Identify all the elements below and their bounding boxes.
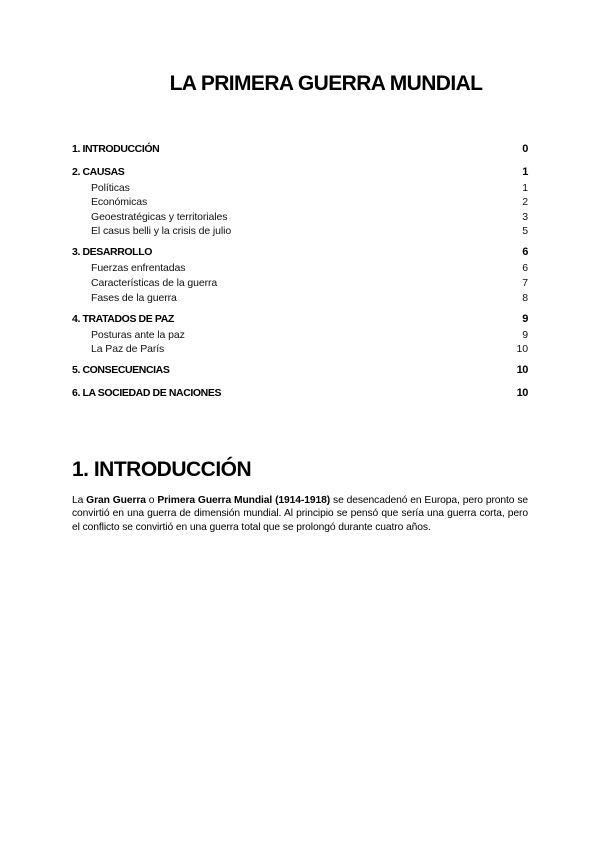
toc-subentry[interactable] <box>72 262 528 277</box>
toc-entry-page: 10 <box>516 364 528 377</box>
toc-subentry-label: Fases de la guerra <box>91 291 177 304</box>
toc-entry-label: 4. TRATADOS DE PAZ <box>72 312 174 325</box>
toc-entry-page: 6 <box>522 246 528 259</box>
toc-entry-causas[interactable] <box>72 166 528 182</box>
toc-section <box>72 387 528 403</box>
toc-subentry-label: El casus belli y la crisis de julio <box>91 225 232 238</box>
toc-entry-label: 2. CAUSAS <box>72 165 125 178</box>
intro-bold-term: Gran Guerra <box>86 495 146 506</box>
toc-entry-page: 9 <box>522 312 528 325</box>
toc-subentry-page: 3 <box>522 210 528 223</box>
toc-subentry-label: Geoestratégicas y territoriales <box>91 210 228 223</box>
toc-entry-desarrollo[interactable] <box>72 246 528 262</box>
toc-entry-sociedad-de-naciones[interactable] <box>72 387 528 403</box>
toc-subentry[interactable] <box>72 182 528 197</box>
toc-entry-tratados-de-paz[interactable] <box>72 313 528 329</box>
toc-subentry-label: La Paz de París <box>91 343 165 356</box>
toc-subentry-label: Posturas ante la paz <box>91 328 185 341</box>
toc-entry-page: 1 <box>522 165 528 178</box>
toc-subentry-page: 5 <box>522 225 528 238</box>
toc-subentry-label: Fuerzas enfrentadas <box>91 262 186 275</box>
toc-entry-label: 5. CONSECUENCIAS <box>72 364 170 377</box>
toc-subentry-page: 1 <box>522 181 528 194</box>
toc-section <box>72 364 528 380</box>
toc-subentry[interactable] <box>72 211 528 226</box>
toc-section <box>72 166 528 240</box>
toc-subentry[interactable] <box>72 196 528 211</box>
intro-text: o <box>145 495 158 506</box>
toc-subentry-page: 6 <box>522 262 528 275</box>
toc-entry-label: 1. INTRODUCCIÓN <box>72 143 160 155</box>
toc-entry-page: 10 <box>516 386 528 399</box>
toc-subentry-label: Características de la guerra <box>91 276 218 289</box>
toc-subentry-page: 8 <box>522 291 528 304</box>
intro-bold-term: Primera Guerra Mundial (1914-1918) <box>157 495 331 506</box>
toc-entry-page: 0 <box>522 143 528 155</box>
toc-entry-label: 3. DESARROLLO <box>72 246 152 259</box>
intro-text: se desencadenó en Europa, pero pronto se convirtió en una guerra de dimensión mundial. Al principio se pensó que sería una guerra corta, pero el conflicto se convirtió en una guerra total que se prolongó durante cuatro años. <box>72 495 529 533</box>
toc-subentry[interactable] <box>72 292 528 307</box>
toc-subentry[interactable] <box>72 277 528 292</box>
intro-paragraph <box>72 494 528 534</box>
toc-subentry-label: Económicas <box>91 196 148 209</box>
toc-subentry-page: 10 <box>516 343 528 356</box>
toc-entry-consecuencias[interactable] <box>72 364 528 380</box>
intro-text: La <box>72 495 87 506</box>
table-of-contents <box>72 143 528 409</box>
document-title: LA PRIMERA GUERRA MUNDIAL <box>169 72 483 95</box>
toc-subentry-label: Políticas <box>91 181 130 194</box>
toc-subentry[interactable] <box>72 343 528 358</box>
toc-section <box>72 246 528 306</box>
toc-subentry-page: 7 <box>522 276 528 289</box>
toc-subentry-page: 2 <box>522 196 528 209</box>
toc-subentry[interactable] <box>72 329 528 344</box>
toc-entry-label: 6. LA SOCIEDAD DE NACIONES <box>72 386 222 399</box>
toc-section <box>72 143 528 159</box>
toc-subentry-page: 9 <box>522 328 528 341</box>
toc-entry-introduccion[interactable] <box>72 143 528 159</box>
toc-section <box>72 313 528 358</box>
section-heading: 1. INTRODUCCIÓN <box>72 458 252 481</box>
toc-subentry[interactable] <box>72 225 528 240</box>
